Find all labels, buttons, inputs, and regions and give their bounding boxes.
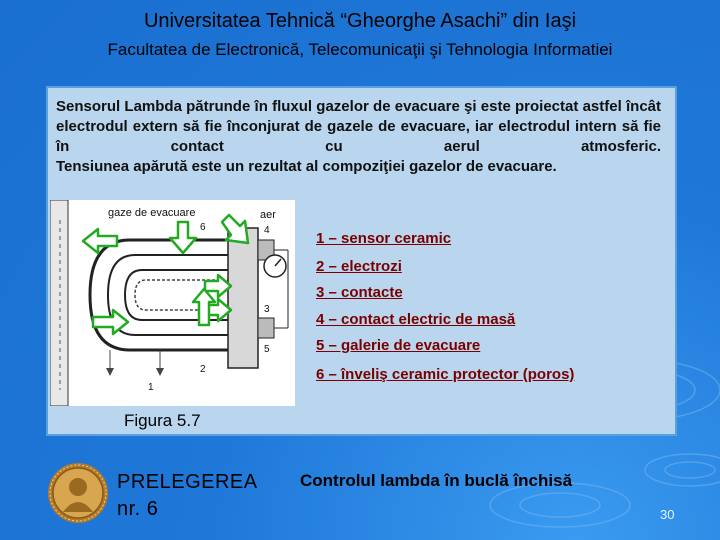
legend-item-5: 5 – galerie de evacuare <box>316 337 481 354</box>
figure-caption: Figura 5.7 <box>124 411 201 430</box>
lecture-title: Controlul lambda în buclă închisă <box>300 471 573 490</box>
legend-item-2: 2 – electrozi <box>316 258 402 275</box>
part-number-3: 3 <box>264 304 270 315</box>
part-number-2: 2 <box>200 364 206 375</box>
exhaust-gas-label: gaze de evacuare <box>108 207 196 219</box>
paragraph-main-text: Sensorul Lambda pătrunde în fluxul gazelor de evacuare şi este proiectat astfel încât electrodul extern să fie înconjurat de gazele de evacuare, iar electrodul intern să fie în contact cu aerul atmosferic. <box>56 98 661 155</box>
legend-item-4: 4 – contact electric de masă <box>316 311 516 328</box>
part-number-4: 4 <box>264 225 270 236</box>
part-number-5: 5 <box>264 344 270 355</box>
part-number-6: 6 <box>200 222 206 233</box>
lower-right-arrow-icon <box>93 310 128 334</box>
legend-item-6: 6 – înveliş ceramic protector (poros) <box>316 366 575 383</box>
part-number-1: 1 <box>148 382 154 393</box>
air-label: aer <box>260 209 276 221</box>
page-number: 30 <box>660 507 675 522</box>
legend-item-1: 1 – sensor ceramic <box>316 230 452 247</box>
legend-item-3: 3 – contacte <box>316 284 403 301</box>
left-arrow-icon <box>83 229 117 253</box>
down-arrow-icon <box>170 222 196 253</box>
paragraph-last-line: Tensiunea apărută este un rezultat al compoziţiei gazelor de evacuare. <box>56 158 557 175</box>
diagonal-arrow-icon <box>222 215 248 243</box>
university-title: Universitatea Tehnică “Gheorghe Asachi” din Iaşi <box>143 10 577 32</box>
lecture-label <box>117 469 258 523</box>
portrait-medal-icon <box>47 462 109 524</box>
lecture-number: nr. 6 <box>117 498 159 520</box>
lecture-label-line1: PRELEGEREA <box>117 471 258 493</box>
faculty-title: Facultatea de Electronică, Telecomunicaţii şi Tehnologia Informatiei <box>107 40 613 59</box>
